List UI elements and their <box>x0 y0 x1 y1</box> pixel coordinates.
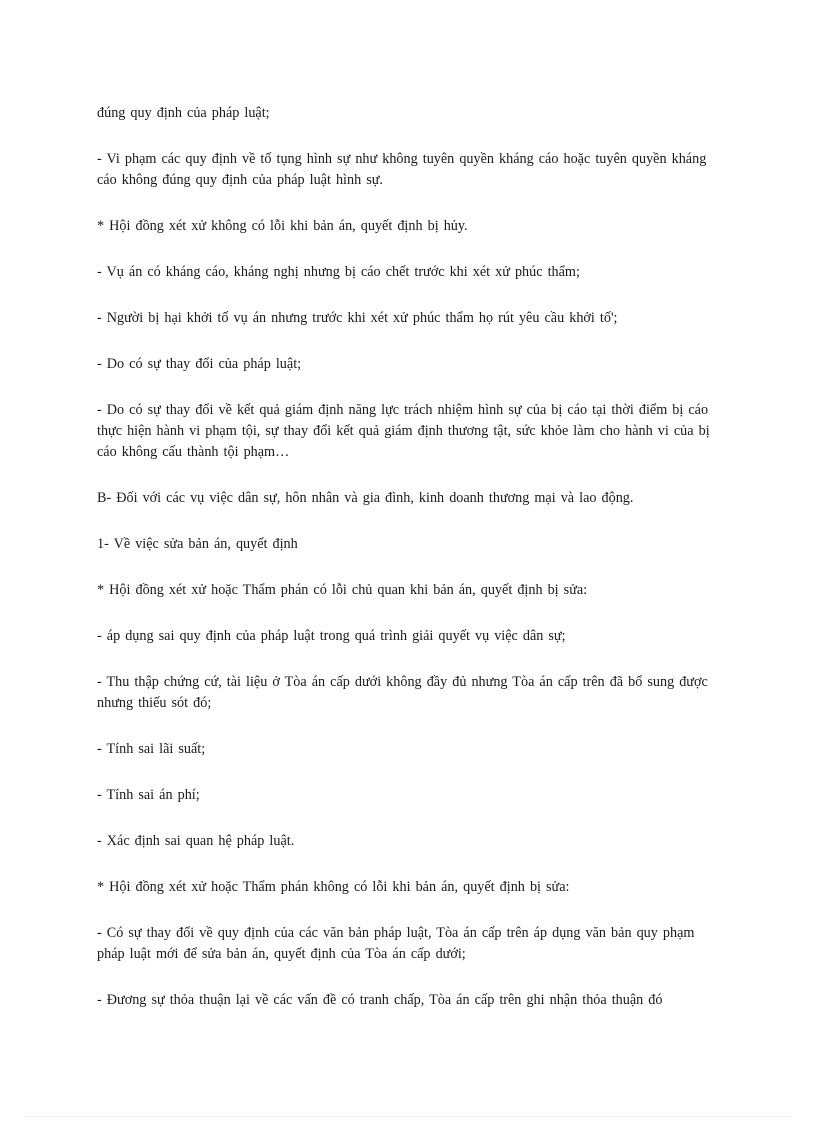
paragraph: - Vi phạm các quy định về tố tụng hình sự như không tuyên quyền kháng cáo hoặc tuyên quyền kháng cáo không đúng quy định của pháp luật hình sự. <box>97 151 707 188</box>
paragraph: * Hội đồng xét xử hoặc Thẩm phán không có lỗi khi bản án, quyết định bị sửa: <box>97 879 570 895</box>
paragraph: - Đương sự thỏa thuận lại về các vấn đề có tranh chấp, Tòa án cấp trên ghi nhận thỏa thuận đó <box>97 992 663 1008</box>
paragraph: - Do có sự thay đổi về kết quả giám định năng lực trách nhiệm hình sự của bị cáo tại thời điểm bị cáo thực hiện hành vi phạm tội, sự thay đổi kết quả giám định thương tật, sức khỏe làm cho hành vi của bị cáo không cấu thành tội phạm… <box>97 402 710 460</box>
page-bottom-divider <box>24 1116 792 1117</box>
paragraph: - Có sự thay đổi về quy định của các văn bản pháp luật, Tòa án cấp trên áp dụng văn bản quy phạm pháp luật mới để sửa bản án, quyết định của Tòa án cấp dưới; <box>97 925 695 962</box>
paragraph: đúng quy định của pháp luật; <box>97 105 270 121</box>
subsection-heading: 1- Về việc sửa bản án, quyết định <box>97 536 298 552</box>
paragraph: - Người bị hại khởi tố vụ án nhưng trước khi xét xử phúc thẩm họ rút yêu cầu khởi tố'; <box>97 310 618 326</box>
paragraph: - Tính sai lãi suất; <box>97 741 206 757</box>
paragraph: - Tính sai án phí; <box>97 787 200 803</box>
section-heading: B- Đối với các vụ việc dân sự, hôn nhân và gia đình, kinh doanh thương mại và lao động. <box>97 490 634 506</box>
paragraph: * Hội đồng xét xử hoặc Thẩm phán có lỗi chủ quan khi bản án, quyết định bị sửa: <box>97 582 588 598</box>
paragraph: * Hội đồng xét xử không có lỗi khi bản án, quyết định bị hủy. <box>97 218 468 234</box>
paragraph: - Xác định sai quan hệ pháp luật. <box>97 833 295 849</box>
paragraph: - áp dụng sai quy định của pháp luật trong quá trình giải quyết vụ việc dân sự; <box>97 628 566 644</box>
document-page <box>97 103 727 1036</box>
paragraph: - Thu thập chứng cứ, tài liệu ở Tòa án cấp dưới không đầy đủ nhưng Tòa án cấp trên đã bổ sung được nhưng thiếu sót đó; <box>97 674 708 711</box>
paragraph: - Vụ án có kháng cáo, kháng nghị nhưng bị cáo chết trước khi xét xử phúc thẩm; <box>97 264 580 280</box>
paragraph: - Do có sự thay đổi của pháp luật; <box>97 356 302 372</box>
